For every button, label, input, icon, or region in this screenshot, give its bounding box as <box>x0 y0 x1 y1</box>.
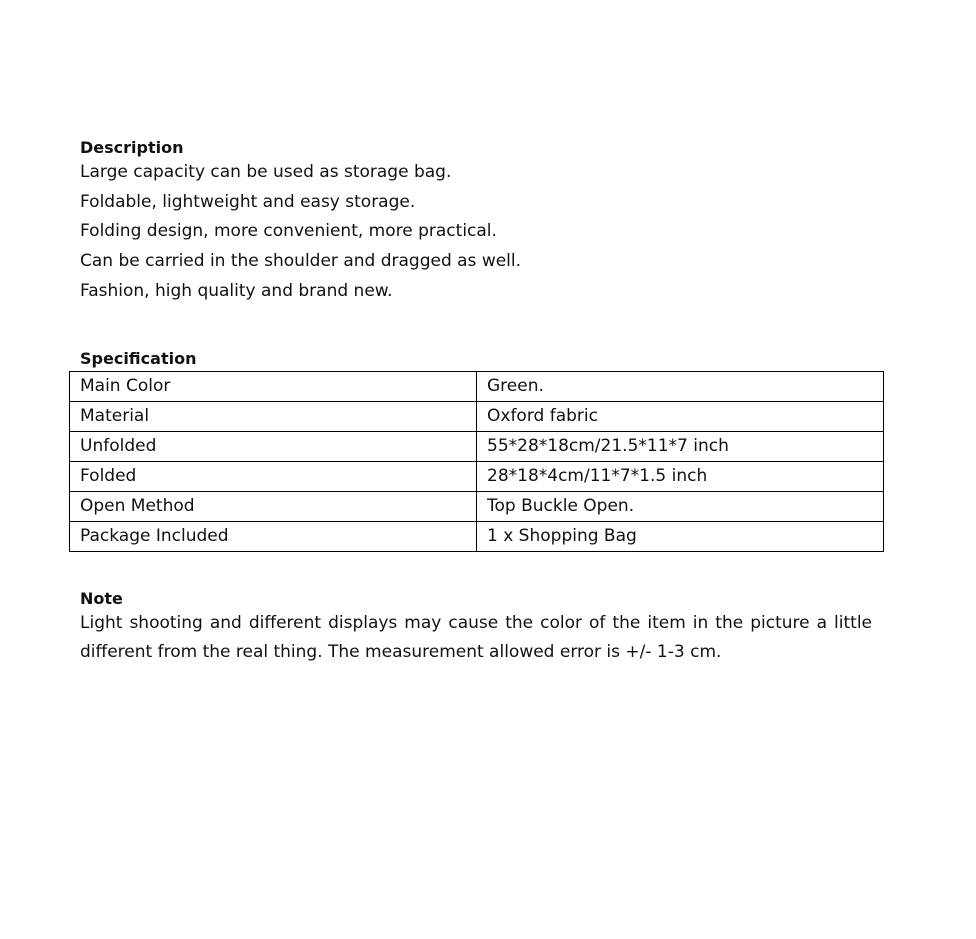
description-line: Can be carried in the shoulder and dragged as well. <box>80 251 522 272</box>
table-row <box>70 431 884 461</box>
spec-value-cell: Oxford fabric <box>477 401 884 431</box>
description-section <box>80 138 872 307</box>
product-document <box>80 138 872 667</box>
specification-heading: Specification <box>80 348 197 368</box>
table-row <box>70 371 884 401</box>
description-line: Fashion, high quality and brand new. <box>80 280 393 301</box>
spec-key-cell: Material <box>70 401 477 431</box>
spec-value-cell: 28*18*4cm/11*7*1.5 inch <box>477 461 884 491</box>
table-row <box>70 461 884 491</box>
specification-table <box>69 371 884 552</box>
spec-key-cell: Open Method <box>70 491 477 521</box>
spec-key-cell: Folded <box>70 461 477 491</box>
note-heading: Note <box>80 588 123 608</box>
description-list <box>80 158 872 307</box>
spec-key-cell: Unfolded <box>70 431 477 461</box>
table-row <box>70 401 884 431</box>
table-row <box>70 521 884 551</box>
specification-section <box>80 349 872 552</box>
description-line: Folding design, more convenient, more practical. <box>80 221 497 242</box>
spec-key-cell: Package Included <box>70 521 477 551</box>
spec-value-cell: 1 x Shopping Bag <box>477 521 884 551</box>
note-section <box>80 589 872 667</box>
description-heading: Description <box>80 138 184 157</box>
spec-key-cell: Main Color <box>70 371 477 401</box>
spec-value-cell: 55*28*18cm/21.5*11*7 inch <box>477 431 884 461</box>
description-line: Foldable, lightweight and easy storage. <box>80 191 416 212</box>
spec-value-cell: Green. <box>477 371 884 401</box>
table-row <box>70 491 884 521</box>
description-line: Large capacity can be used as storage bag. <box>80 162 452 182</box>
note-text: Light shooting and different displays may cause the color of the item in the picture a little different from the real thing. The measurement allowed error is +/- 1-3 cm. <box>80 612 872 662</box>
spec-value-cell: Top Buckle Open. <box>477 491 884 521</box>
